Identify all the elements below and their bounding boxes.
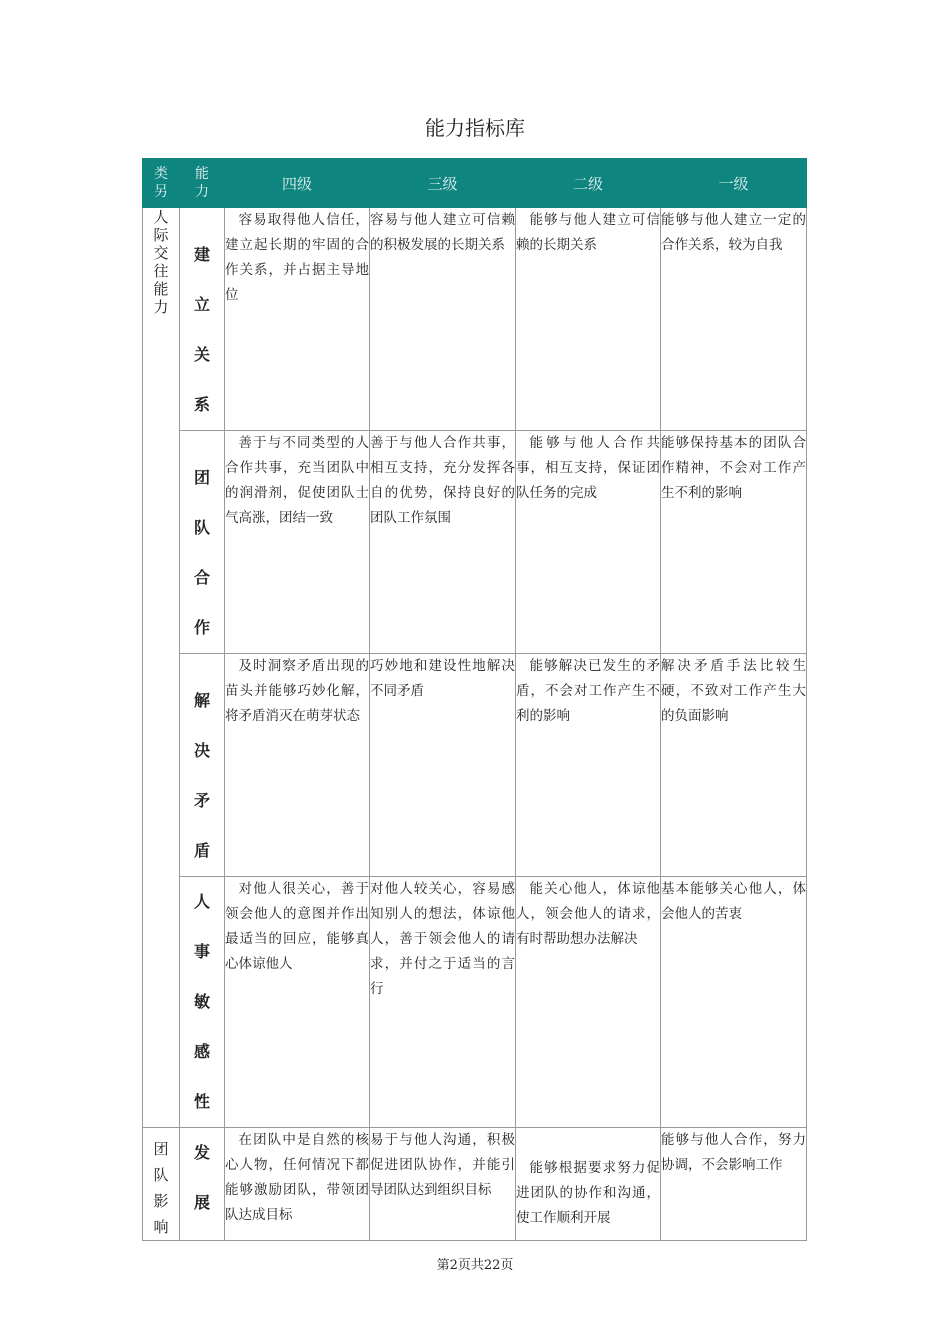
table-row [143,208,807,431]
category-cell [143,1128,180,1241]
header-level-2: 二级 [516,159,661,208]
level1-cell: 解决矛盾手法比较生硬，不致对工作产生大的负面影响 [661,654,807,877]
page-title: 能力指标库 [425,116,525,140]
header-capability: 能力 [180,159,225,208]
level3-cell: 容易与他人建立可信赖的积极发展的长期关系 [370,208,516,431]
level1-cell: 能够与他人合作，努力协调，不会影响工作 [661,1128,807,1241]
level4-cell: 及时洞察矛盾出现的苗头并能够巧妙化解，将矛盾消灭在萌芽状态 [225,654,370,877]
level1-cell: 基本能够关心他人，体会他人的苦衷 [661,877,807,1128]
capability-index-table [142,158,807,1241]
header-level-1: 一级 [661,159,807,208]
page-footer: 第2页共22页 [436,1258,514,1273]
level4-cell: 容易取得他人信任，建立起长期的牢固的合作关系，并占据主导地位 [225,208,370,431]
header-level-3: 三级 [370,159,516,208]
level1-cell: 能够保持基本的团队合作精神，不会对工作产生不利的影响 [661,431,807,654]
level2-cell: 能够根据要求努力促进团队的协作和沟通，使工作顺利开展 [516,1128,661,1241]
table-row [143,877,807,1128]
level2-cell: 能够与他人合作共事，相互支持，保证团队任务的完成 [516,431,661,654]
level3-cell: 巧妙地和建设性地解决不同矛盾 [370,654,516,877]
level2-cell: 能够与他人建立可信赖的长期关系 [516,208,661,431]
level4-cell: 善于与不同类型的人合作共事，充当团队中的润滑剂，促使团队士气高涨，团结一致 [225,431,370,654]
level4-cell: 对他人很关心，善于领会他人的意图并作出最适当的回应，能够真心体谅他人 [225,877,370,1128]
capability-cell: 人事敏感性 [180,877,225,1128]
level3-cell: 对他人较关心，容易感知别人的想法，体谅他人，善于领会他人的请求，并付之于适当的言行 [370,877,516,1128]
level3-cell: 易于与他人沟通，积极促进团队协作，并能引导团队达到组织目标 [370,1128,516,1241]
level3-cell: 善于与他人合作共事，相互支持，充分发挥各自的优势，保持良好的团队工作氛围 [370,431,516,654]
level2-cell: 能够解决已发生的矛盾，不会对工作产生不利的影响 [516,654,661,877]
category-label: 团队影响 [153,1140,169,1236]
table-row [143,1128,807,1241]
table-header-row [143,159,807,208]
header-level-4: 四级 [225,159,370,208]
capability-cell: 解决矛盾 [180,654,225,877]
header-category: 类另 [143,159,180,208]
table-row [143,654,807,877]
level1-cell: 能够与他人建立一定的合作关系，较为自我 [661,208,807,431]
category-cell [143,208,180,1128]
level4-cell: 在团队中是自然的核心人物，任何情况下都能够激励团队，带领团队达成目标 [225,1128,370,1241]
capability-cell: 建立关系 [180,208,225,431]
capability-cell: 团队合作 [180,431,225,654]
table-row [143,431,807,654]
level2-cell: 能关心他人，体谅他人，领会他人的请求，有时帮助想办法解决 [516,877,661,1128]
category-label: 人际交往能力 [153,208,169,316]
capability-cell: 发展 [180,1128,225,1241]
